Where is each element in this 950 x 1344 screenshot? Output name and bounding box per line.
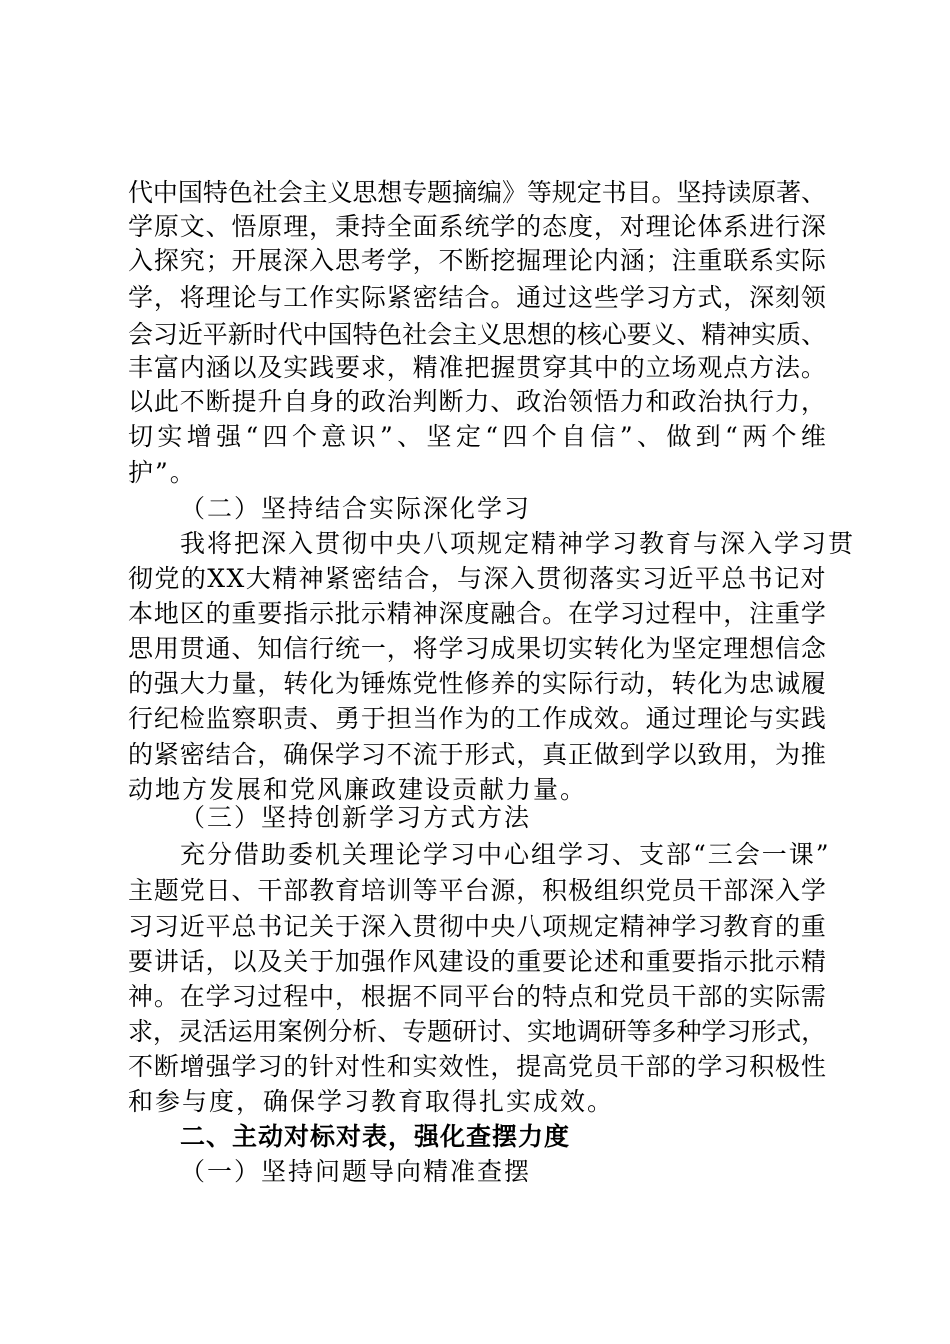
body-line: 主题党日、干部教育培训等平台源，积极组织党员干部深入学 bbox=[128, 876, 827, 905]
body-line: 思用贯通、知信行统一，将学习成果切实转化为坚定理想信念 bbox=[128, 634, 827, 663]
body-line: 护”。 bbox=[128, 458, 197, 487]
body-line: 习习近平总书记关于深入贯彻中央八项规定精神学习教育的重 bbox=[128, 912, 827, 941]
body-line: 和参与度，确保学习教育取得扎实成效。 bbox=[128, 1087, 615, 1116]
body-line: 丰富内涵以及实践要求，精准把握贯穿其中的立场观点方法。 bbox=[128, 353, 827, 382]
body-line: 神。在学习过程中，根据不同平台的特点和党员干部的实际需 bbox=[128, 982, 827, 1011]
chapter-heading: 二、主动对标对表，强化查摆力度 bbox=[180, 1122, 571, 1151]
body-line: 的强大力量，转化为锤炼党性修养的实际行动，转化为忠诚履 bbox=[128, 669, 827, 698]
paragraph-first-line: 我将把深入贯彻中央八项规定精神学习教育与深入学习贯 bbox=[180, 529, 856, 558]
body-line: 入探究；开展深入思考学，不断挖掘理论内涵；注重联系实际 bbox=[128, 246, 827, 275]
body-line: 学，将理论与工作实际紧密结合。通过这些学习方式，深刻领 bbox=[128, 283, 827, 312]
body-line: 要讲话，以及关于加强作风建设的重要论述和重要指示批示精 bbox=[128, 947, 827, 976]
section-heading: （三）坚持创新学习方式方法 bbox=[180, 803, 532, 832]
paragraph-first-line: 充分借助委机关理论学习中心组学习、支部“三会一课” bbox=[180, 840, 831, 869]
body-line: 彻党的XX大精神紧密结合，与深入贯彻落实习近平总书记对 bbox=[128, 564, 827, 593]
body-line: 动地方发展和党风廉政建设贡献力量。 bbox=[128, 775, 588, 804]
body-line: 会习近平新时代中国特色社会主义思想的核心要义、精神实质、 bbox=[128, 320, 827, 349]
body-line: 代中国特色社会主义思想专题摘编》等规定书目。坚持读原著、 bbox=[128, 178, 827, 207]
body-line: 行纪检监察职责、勇于担当作为的工作成效。通过理论与实践 bbox=[128, 704, 827, 733]
body-line: 求，灵活运用案例分析、专题研讨、实地调研等多种学习形式， bbox=[128, 1017, 827, 1046]
body-line: 学原文、悟原理，秉持全面系统学的态度，对理论体系进行深 bbox=[128, 212, 827, 241]
body-line: 以此不断提升自身的政治判断力、政治领悟力和政治执行力， bbox=[128, 387, 827, 416]
body-line: 的紧密结合，确保学习不流于形式，真正做到学以致用，为推 bbox=[128, 740, 827, 769]
section-heading: （二）坚持结合实际深化学习 bbox=[180, 494, 532, 523]
body-line: 本地区的重要指示批示精神深度融合。在学习过程中，注重学 bbox=[128, 599, 827, 628]
section-heading: （一）坚持问题导向精准查摆 bbox=[180, 1157, 532, 1186]
body-line: 不断增强学习的针对性和实效性，提高党员干部的学习积极性 bbox=[128, 1052, 827, 1081]
body-line: 切实增强“四个意识”、坚定“四个自信”、做到“两个维 bbox=[128, 422, 831, 451]
